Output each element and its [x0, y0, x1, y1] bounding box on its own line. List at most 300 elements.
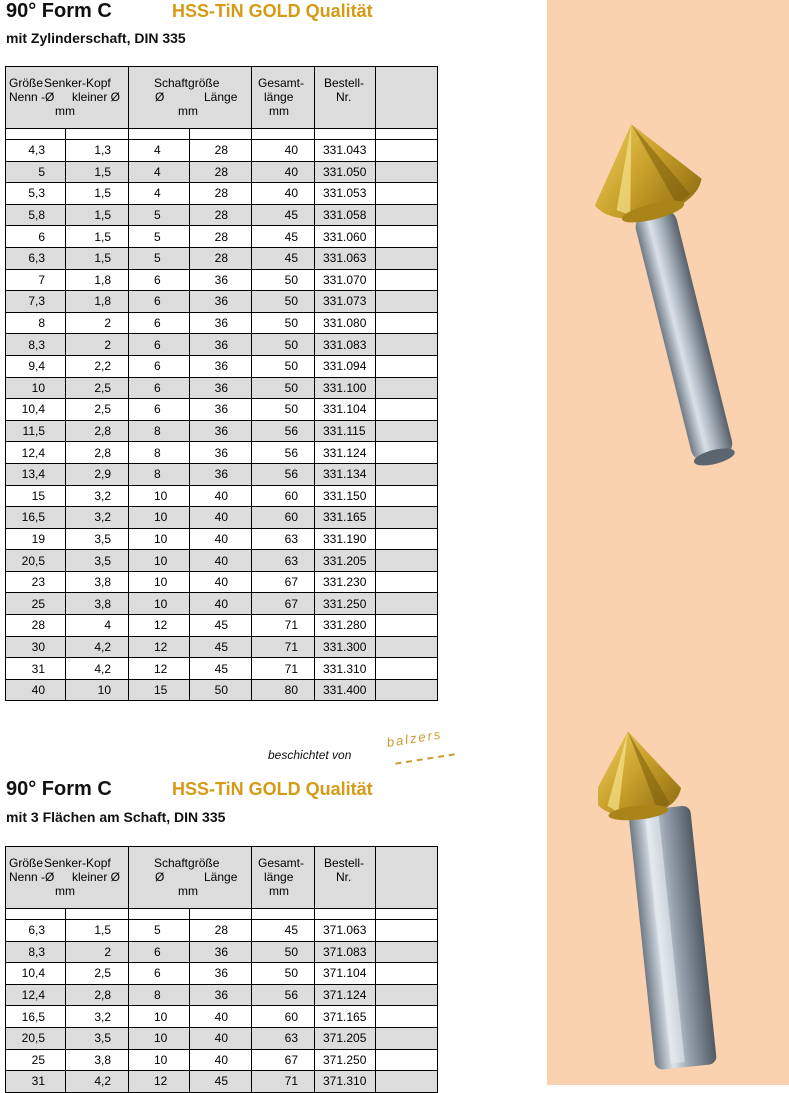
table-cell: 6 — [129, 963, 190, 985]
header-laenge: Länge — [204, 870, 238, 884]
table-cell: 10 — [129, 485, 190, 507]
table-cell: 56 — [252, 463, 315, 485]
table-row — [6, 442, 438, 464]
table-cell: 4 — [66, 615, 129, 637]
table-cell: 10,4 — [6, 399, 66, 421]
table-cell: 1,3 — [66, 140, 129, 162]
table-cell: 40 — [190, 1049, 252, 1071]
table-cell: 45 — [252, 920, 315, 942]
table-cell: 2 — [66, 334, 129, 356]
table-cell: 40 — [190, 550, 252, 572]
table-cell: 12,4 — [6, 984, 66, 1006]
table-cell: 45 — [190, 636, 252, 658]
table-row — [6, 963, 438, 985]
table-cell — [376, 485, 438, 507]
spacer-cell — [129, 129, 190, 140]
table-cell: 3,2 — [66, 507, 129, 529]
header-gesamt: Gesamt- — [258, 856, 305, 870]
table-cell: 23 — [6, 571, 66, 593]
table-cell: 2,8 — [66, 984, 129, 1006]
table-cell: 1,8 — [66, 269, 129, 291]
table-row — [6, 984, 438, 1006]
table-cell: 13,4 — [6, 463, 66, 485]
table-cell: 2,5 — [66, 377, 129, 399]
table-cell: 4,2 — [66, 1071, 129, 1093]
section1-heading — [6, 0, 373, 23]
table-row — [6, 1071, 438, 1093]
table-row — [6, 291, 438, 313]
table-cell: 6 — [129, 291, 190, 313]
table-cell: 6 — [129, 941, 190, 963]
spacer-cell — [376, 129, 438, 140]
table-cell: 50 — [252, 312, 315, 334]
table-cell: 56 — [252, 420, 315, 442]
table-cell: 2,5 — [66, 963, 129, 985]
table-cell: 40 — [252, 140, 315, 162]
table-cell: 4 — [129, 161, 190, 183]
table-cell: 40 — [190, 485, 252, 507]
table-cell: 80 — [252, 679, 315, 701]
table-cell: 40 — [190, 1027, 252, 1049]
table-cell: 371.310 — [315, 1071, 376, 1093]
table-cell: 28 — [190, 161, 252, 183]
table-row — [6, 1049, 438, 1071]
table-cell: 5 — [129, 204, 190, 226]
table-cell — [376, 204, 438, 226]
table-row — [6, 463, 438, 485]
table-cell — [376, 247, 438, 269]
table-cell: 10 — [66, 679, 129, 701]
table-row — [6, 941, 438, 963]
table-cell: 331.300 — [315, 636, 376, 658]
table-cell: 331.250 — [315, 593, 376, 615]
table-cell: 36 — [190, 334, 252, 356]
header-mm3: mm — [269, 104, 289, 118]
table-cell: 371.124 — [315, 984, 376, 1006]
table-cell — [376, 593, 438, 615]
table-cell: 50 — [252, 941, 315, 963]
table-cell: 28 — [190, 920, 252, 942]
table-cell: 19 — [6, 528, 66, 550]
table-row — [6, 636, 438, 658]
header-mm2: mm — [178, 884, 198, 898]
table-cell: 7 — [6, 269, 66, 291]
table-cell: 6 — [129, 377, 190, 399]
table-cell: 8 — [129, 442, 190, 464]
table-row — [6, 615, 438, 637]
table-cell — [376, 571, 438, 593]
header-empty — [376, 67, 438, 129]
table-cell — [376, 334, 438, 356]
table-cell — [376, 984, 438, 1006]
table-cell: 28 — [190, 183, 252, 205]
spacer-cell — [190, 909, 252, 920]
table-cell: 60 — [252, 1006, 315, 1028]
header-mm1: mm — [55, 104, 75, 118]
table-cell: 50 — [252, 377, 315, 399]
table-cell — [376, 399, 438, 421]
countersink-cylindrical-shank-image — [590, 120, 750, 480]
table-cell: 331.070 — [315, 269, 376, 291]
header-total-length — [252, 67, 315, 129]
section2-form-title: 90° Form C — [6, 778, 112, 800]
table-cell: 331.124 — [315, 442, 376, 464]
table-cell: 10 — [6, 377, 66, 399]
table-cell: 371.063 — [315, 920, 376, 942]
table-cell: 371.165 — [315, 1006, 376, 1028]
table-row — [6, 593, 438, 615]
table-cell: 4,3 — [6, 140, 66, 162]
table-row — [6, 658, 438, 680]
header-gesamt: Gesamt- — [258, 76, 305, 90]
table-cell: 6 — [129, 399, 190, 421]
table-cell: 1,5 — [66, 920, 129, 942]
table-row — [6, 183, 438, 205]
table-row — [6, 679, 438, 701]
table-cell: 8 — [129, 984, 190, 1006]
table-cell: 45 — [190, 1071, 252, 1093]
table-cell: 50 — [252, 269, 315, 291]
table-cell — [376, 377, 438, 399]
table-cell: 3,8 — [66, 593, 129, 615]
table-cell: 3,5 — [66, 550, 129, 572]
table-spacer-row — [6, 909, 438, 920]
table-cell: 40 — [190, 528, 252, 550]
table-cell: 36 — [190, 355, 252, 377]
table-cell — [376, 920, 438, 942]
table-cell: 71 — [252, 615, 315, 637]
table-row — [6, 377, 438, 399]
table-cell: 40 — [190, 507, 252, 529]
table-cell: 36 — [190, 941, 252, 963]
table-row — [6, 920, 438, 942]
table-cell: 8,3 — [6, 941, 66, 963]
table-cell: 10 — [129, 550, 190, 572]
table-row — [6, 226, 438, 248]
coating-label: beschichtet von — [268, 748, 352, 762]
table-cell: 331.080 — [315, 312, 376, 334]
table-cell: 28 — [190, 204, 252, 226]
header-nenn: Nenn -Ø — [9, 870, 55, 884]
table-cell: 5 — [129, 920, 190, 942]
table-cell: 63 — [252, 550, 315, 572]
table-cell: 10 — [129, 1006, 190, 1028]
table-cell: 6 — [129, 355, 190, 377]
header-bestell: Bestell- — [324, 856, 365, 870]
table-cell: 331.053 — [315, 183, 376, 205]
table-cell — [376, 269, 438, 291]
table-cell: 8 — [6, 312, 66, 334]
table-cell: 28 — [6, 615, 66, 637]
table-cell: 331.115 — [315, 420, 376, 442]
spacer-cell — [315, 909, 376, 920]
table-cell: 331.058 — [315, 204, 376, 226]
table-cell: 56 — [252, 984, 315, 1006]
table-cell: 6,3 — [6, 920, 66, 942]
table-cell — [376, 963, 438, 985]
spacer-cell — [6, 129, 66, 140]
table-cell: 1,8 — [66, 291, 129, 313]
header-gesamt2: länge — [264, 90, 294, 104]
table-cell: 56 — [252, 442, 315, 464]
header-senker-kopf: Senker-Kopf — [44, 856, 111, 870]
table-cell: 5,3 — [6, 183, 66, 205]
table-cell: 40 — [190, 593, 252, 615]
table-cell: 2 — [66, 312, 129, 334]
header-nr: Nr. — [336, 870, 352, 884]
table-cell: 331.060 — [315, 226, 376, 248]
table-cell: 45 — [252, 226, 315, 248]
table-cell: 50 — [252, 291, 315, 313]
table-row — [6, 485, 438, 507]
table-cell: 3,5 — [66, 528, 129, 550]
table-cell: 5 — [129, 247, 190, 269]
table-row — [6, 312, 438, 334]
table-cell: 8 — [129, 420, 190, 442]
table-cell: 45 — [190, 615, 252, 637]
table-cell: 8,3 — [6, 334, 66, 356]
table-row — [6, 1027, 438, 1049]
table-cell: 71 — [252, 636, 315, 658]
table-cell: 36 — [190, 269, 252, 291]
table-cell: 25 — [6, 593, 66, 615]
table-cell: 28 — [190, 226, 252, 248]
table-cell: 36 — [190, 377, 252, 399]
table-cell — [376, 226, 438, 248]
table-cell: 331.050 — [315, 161, 376, 183]
table-row — [6, 399, 438, 421]
table-cell: 12 — [129, 1071, 190, 1093]
table-cell: 40 — [252, 183, 315, 205]
table-cell — [376, 355, 438, 377]
section2-heading — [6, 778, 373, 801]
table-cell: 6 — [129, 334, 190, 356]
table-cell: 3,8 — [66, 1049, 129, 1071]
spacer-cell — [376, 909, 438, 920]
table-cell: 331.150 — [315, 485, 376, 507]
table-cell: 15 — [129, 679, 190, 701]
table-cell: 50 — [252, 963, 315, 985]
header-mm2: mm — [178, 104, 198, 118]
table-cell: 45 — [252, 247, 315, 269]
section2-quality-title: HSS-TiN GOLD Qualität — [172, 779, 373, 799]
header-schaft-d: Ø — [155, 90, 165, 104]
table-cell: 331.280 — [315, 615, 376, 637]
table-cell: 2,5 — [66, 399, 129, 421]
section2-subtitle: mit 3 Flächen am Schaft, DIN 335 — [6, 809, 226, 825]
spacer-cell — [190, 129, 252, 140]
table-cell: 50 — [252, 355, 315, 377]
header-senker-kopf: Senker-Kopf — [44, 76, 111, 90]
table-cell: 3,8 — [66, 571, 129, 593]
table-cell: 331.063 — [315, 247, 376, 269]
table-cell: 9,4 — [6, 355, 66, 377]
table-cell: 36 — [190, 312, 252, 334]
table-cell: 2,9 — [66, 463, 129, 485]
header-schaft-d: Ø — [155, 870, 165, 884]
table-cell — [376, 140, 438, 162]
table-cell: 12 — [129, 615, 190, 637]
table-cell: 67 — [252, 571, 315, 593]
table-cell: 331.165 — [315, 507, 376, 529]
table-cell: 10 — [129, 528, 190, 550]
table-cell: 3,5 — [66, 1027, 129, 1049]
table-cell — [376, 442, 438, 464]
table-cell — [376, 291, 438, 313]
table-cell: 2,8 — [66, 420, 129, 442]
table-cell: 40 — [190, 571, 252, 593]
table-cell: 6,3 — [6, 247, 66, 269]
table-cell: 36 — [190, 463, 252, 485]
table-cell: 45 — [190, 658, 252, 680]
table-cell: 12 — [129, 636, 190, 658]
table-row — [6, 355, 438, 377]
table-cell: 36 — [190, 399, 252, 421]
table-cell: 50 — [252, 399, 315, 421]
table-cell — [376, 615, 438, 637]
table-cell: 1,5 — [66, 247, 129, 269]
table-cell: 30 — [6, 636, 66, 658]
table-cell: 2 — [66, 941, 129, 963]
table-cell: 40 — [190, 1006, 252, 1028]
header-shank-size — [129, 67, 252, 129]
table-cell — [376, 183, 438, 205]
table-cell: 331.310 — [315, 658, 376, 680]
table-cell — [376, 1049, 438, 1071]
table-cell: 71 — [252, 658, 315, 680]
table-cell: 331.073 — [315, 291, 376, 313]
spec-table-cylindrical-shank — [5, 66, 438, 701]
table-cell: 25 — [6, 1049, 66, 1071]
header-total-length — [252, 847, 315, 909]
table-row — [6, 161, 438, 183]
section1-subtitle: mit Zylinderschaft, DIN 335 — [6, 30, 186, 46]
table-cell: 6 — [6, 226, 66, 248]
spacer-cell — [252, 909, 315, 920]
table-cell: 36 — [190, 420, 252, 442]
table-cell: 8 — [129, 463, 190, 485]
header-groesse: Größe — [9, 76, 44, 90]
table-cell: 1,5 — [66, 204, 129, 226]
table-cell: 2,8 — [66, 442, 129, 464]
table-row — [6, 507, 438, 529]
table-cell: 31 — [6, 658, 66, 680]
spacer-cell — [66, 129, 129, 140]
header-mm3: mm — [269, 884, 289, 898]
header-groesse: Größe — [9, 856, 44, 870]
table-cell: 67 — [252, 593, 315, 615]
table-cell — [376, 507, 438, 529]
table-cell — [376, 941, 438, 963]
header-nenn: Nenn -Ø — [9, 90, 55, 104]
header-shank-size — [129, 847, 252, 909]
table-row — [6, 420, 438, 442]
table-cell: 36 — [190, 984, 252, 1006]
table-cell: 60 — [252, 507, 315, 529]
table-cell: 1,5 — [66, 183, 129, 205]
table-cell: 20,5 — [6, 550, 66, 572]
table-cell — [376, 1027, 438, 1049]
spacer-cell — [129, 909, 190, 920]
table-cell: 63 — [252, 528, 315, 550]
header-gesamt2: länge — [264, 870, 294, 884]
table-cell: 67 — [252, 1049, 315, 1071]
table-cell — [376, 636, 438, 658]
header-nr: Nr. — [336, 90, 352, 104]
table-row — [6, 204, 438, 226]
header-bestell: Bestell- — [324, 76, 365, 90]
table-cell: 1,5 — [66, 226, 129, 248]
table-cell: 5 — [129, 226, 190, 248]
table-cell: 16,5 — [6, 1006, 66, 1028]
header-head-size — [6, 847, 129, 909]
table-row — [6, 247, 438, 269]
table-cell: 371.083 — [315, 941, 376, 963]
table-cell: 331.400 — [315, 679, 376, 701]
table-cell — [376, 463, 438, 485]
table-cell: 5,8 — [6, 204, 66, 226]
table-cell — [376, 550, 438, 572]
table-spacer-row — [6, 129, 438, 140]
balzers-logo: balzers — [385, 726, 444, 750]
header-head-size — [6, 67, 129, 129]
table-row — [6, 334, 438, 356]
table-cell: 12 — [129, 658, 190, 680]
table-cell — [376, 1006, 438, 1028]
table-cell — [376, 312, 438, 334]
table-cell: 331.043 — [315, 140, 376, 162]
table-cell: 5 — [6, 161, 66, 183]
header-schaftgroesse: Schaftgröße — [154, 856, 220, 870]
table-cell — [376, 528, 438, 550]
table-cell: 10 — [129, 571, 190, 593]
table-cell — [376, 658, 438, 680]
spacer-cell — [252, 129, 315, 140]
table-cell: 331.094 — [315, 355, 376, 377]
table-cell: 10 — [129, 507, 190, 529]
table-cell: 28 — [190, 247, 252, 269]
header-laenge: Länge — [204, 90, 238, 104]
table-cell: 50 — [190, 679, 252, 701]
section1-quality-title: HSS-TiN GOLD Qualität — [172, 1, 373, 21]
table-cell: 2,2 — [66, 355, 129, 377]
table-cell: 71 — [252, 1071, 315, 1093]
table-cell: 36 — [190, 963, 252, 985]
table-cell: 31 — [6, 1071, 66, 1093]
table-cell: 20,5 — [6, 1027, 66, 1049]
table-row — [6, 269, 438, 291]
section1-form-title: 90° Form C — [6, 0, 112, 22]
table-cell: 10 — [129, 1049, 190, 1071]
table-cell: 10,4 — [6, 963, 66, 985]
table-cell: 36 — [190, 291, 252, 313]
table-cell: 10 — [129, 593, 190, 615]
table-cell: 50 — [252, 334, 315, 356]
table-row — [6, 1006, 438, 1028]
table-cell: 15 — [6, 485, 66, 507]
table-cell: 7,3 — [6, 291, 66, 313]
table-cell: 60 — [252, 485, 315, 507]
table-cell: 6 — [129, 312, 190, 334]
table-cell: 371.104 — [315, 963, 376, 985]
countersink-three-flat-shank-image — [598, 728, 738, 1078]
table-cell: 331.104 — [315, 399, 376, 421]
table-cell: 28 — [190, 140, 252, 162]
table-cell: 16,5 — [6, 507, 66, 529]
header-order-number — [315, 847, 376, 909]
table-cell: 1,5 — [66, 161, 129, 183]
header-empty — [376, 847, 438, 909]
